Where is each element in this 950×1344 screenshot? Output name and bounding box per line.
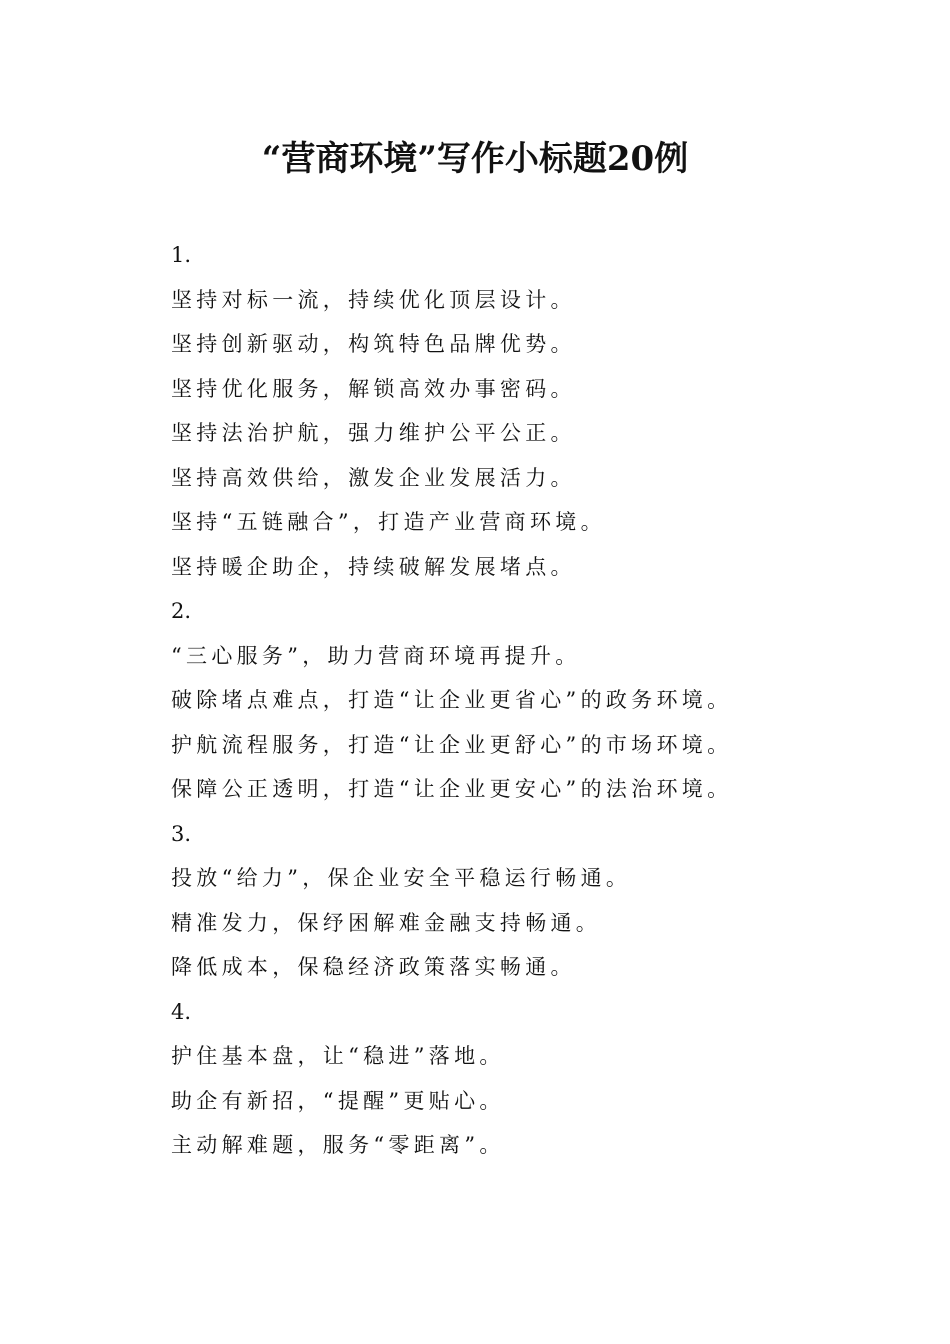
page-title: “营商环境”写作小标题20例: [261, 139, 689, 179]
list-item: 坚持“五链融合”，打造产业营商环境。: [171, 510, 606, 534]
list-item: 坚持高效供给，激发企业发展活力。: [171, 465, 576, 490]
list-item: 坚持对标一流，持续优化顶层设计。: [171, 287, 576, 312]
list-item: 护住基本盘，让“稳进”落地。: [171, 1044, 505, 1068]
list-item: 坚持暖企助企，持续破解发展堵点。: [171, 554, 576, 579]
section-number: 4.: [171, 999, 192, 1024]
list-item: 坚持法治护航，强力维护公平公正。: [171, 421, 576, 445]
section-number: 2.: [171, 599, 192, 623]
list-item: 保障公正透明，打造“让企业更安心”的法治环境。: [171, 777, 733, 801]
list-item: “三心服务”，助力营商环境再提升。: [171, 643, 581, 668]
list-item: 精准发力，保纾困解难金融支持畅通。: [171, 910, 602, 935]
list-item: 投放“给力”，保企业安全平稳运行畅通。: [171, 866, 632, 890]
list-item: 坚持创新驱动，构筑特色品牌优势。: [171, 332, 576, 356]
list-item: 护航流程服务，打造“让企业更舒心”的市场环境。: [171, 732, 733, 757]
list-item: 助企有新招，“提醒”更贴心。: [171, 1088, 505, 1113]
section-number: 3.: [171, 821, 192, 846]
list-item: 破除堵点难点，打造“让企业更省心”的政务环境。: [171, 688, 733, 712]
section-number: 1.: [171, 243, 192, 267]
document-body: [171, 233, 891, 1168]
list-item: 降低成本，保稳经济政策落实畅通。: [171, 955, 576, 979]
list-item: 坚持优化服务，解锁高效办事密码。: [171, 376, 576, 401]
list-item: 主动解难题，服务“零距离”。: [171, 1133, 505, 1157]
